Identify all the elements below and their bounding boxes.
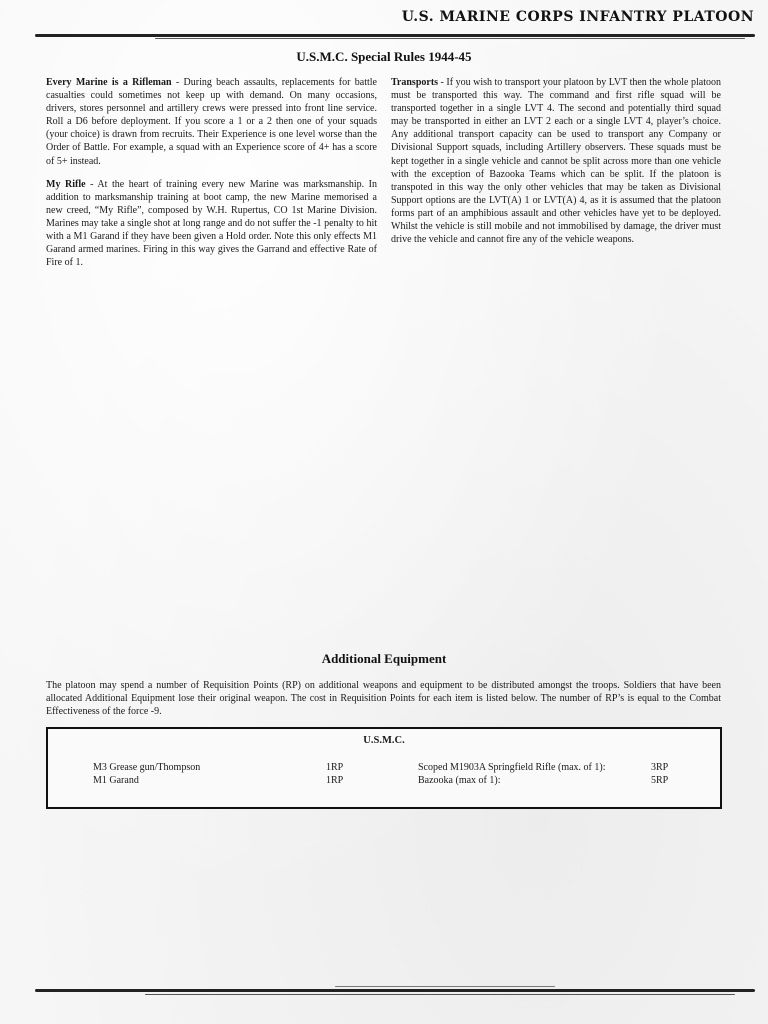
special-rules-title: U.S.M.C. Special Rules 1944-45: [296, 49, 472, 64]
page-header-title: U.S. MARINE CORPS INFANTRY PLATOON: [401, 9, 754, 25]
rule-text: - At the heart of training every new Marine was marksmanship. In addition to marksmanship training at boot camp, the new Marine memorised a new creed, “My Rifle”, composed by W.H. Rupertus, CO 1st Marine Division. Marines may take a single shot at long range and do not suffer the -1 penalty to hit with a M1 Garand if they have been given a Hold order. Note this only effects M1 Garand armed marines. Firing in this way gives the Garrand and effective Rate of Fire of 1.: [46, 178, 377, 269]
rule-heading: Transports: [391, 77, 439, 88]
equipment-cost: 1RP: [326, 775, 344, 786]
additional-equipment-intro: The platoon may spend a number of Requisition Points (RP) on additional weapons and equipment to be distributed amongst the troops. Soldiers that have been allocated Additional Equipment lose their original weapon. The cost in Requisition Points for each item is listed below. The number of RP’s is equal to the Combat Effectiveness of the force -9.: [46, 680, 721, 718]
left-column: [46, 76, 377, 279]
rule-heading: Every Marine is a Rifleman: [46, 77, 172, 88]
equipment-name: Bazooka (max of 1):: [418, 775, 501, 786]
equipment-name: Scoped M1903A Springfield Rifle (max. of 1):: [418, 762, 606, 773]
top-divider: [35, 33, 755, 43]
rule-paragraph: [391, 76, 721, 246]
equipment-table: [46, 727, 722, 809]
equipment-name: M3 Grease gun/Thompson: [93, 762, 201, 773]
equipment-cost: 5RP: [651, 775, 669, 786]
rule-paragraph: [46, 178, 377, 270]
rule-text: - If you wish to transport your platoon by LVT then the whole platoon must be transported this way. The command and first rifle squad will be transported together in a single LVT 4. The second and potentially third squad may be transported in either an LVT 2 each or a single LVT 4, player’s choice. Any additional transport capacity can be used to transport any Company or Divisional Support squads, including Artillery observers. These squads must be kept together in a single vehicle and cannot be split across more than one vehicle with the exception of Bazooka Teams which can be split. If the platoon is transpoted in this way the only other vehicles that may be taken as Divisional Support options are the LVT(A) 1 or LVT(A) 4, as it is assumed that the platoon forms part of an amphibious assault and other vehicles have yet to be deployed. Whilst the vehicle is still mobile and not immobilised by damage, the driver must drive the vehicle and cannot fire any of the vehicle weapons.: [391, 77, 721, 246]
equipment-name: M1 Garand: [93, 775, 139, 786]
rule-heading: My Rifle: [46, 178, 86, 190]
equipment-cost: 1RP: [326, 762, 344, 773]
rule-text: - During beach assaults, replacements for battle casualties could sometimes not keep up with demand. On many occasions, drivers, stores personnel and artillery crews were pressed into front line service. Roll a D6 before deployment. If you score a 1 or a 2 then one of your squads (your choice) is drawn from recruits. Their Experience is one level worse than the Order of Battle. For example, a squad with an Experience score of 4+ has a score of 5+ instead.: [46, 77, 377, 167]
bottom-divider: [35, 986, 755, 1000]
equipment-table-title: U.S.M.C.: [363, 735, 405, 746]
equipment-cost: 3RP: [651, 762, 669, 773]
right-column: [391, 76, 721, 256]
rule-paragraph: [46, 76, 377, 168]
additional-equipment-title: Additional Equipment: [321, 651, 447, 666]
